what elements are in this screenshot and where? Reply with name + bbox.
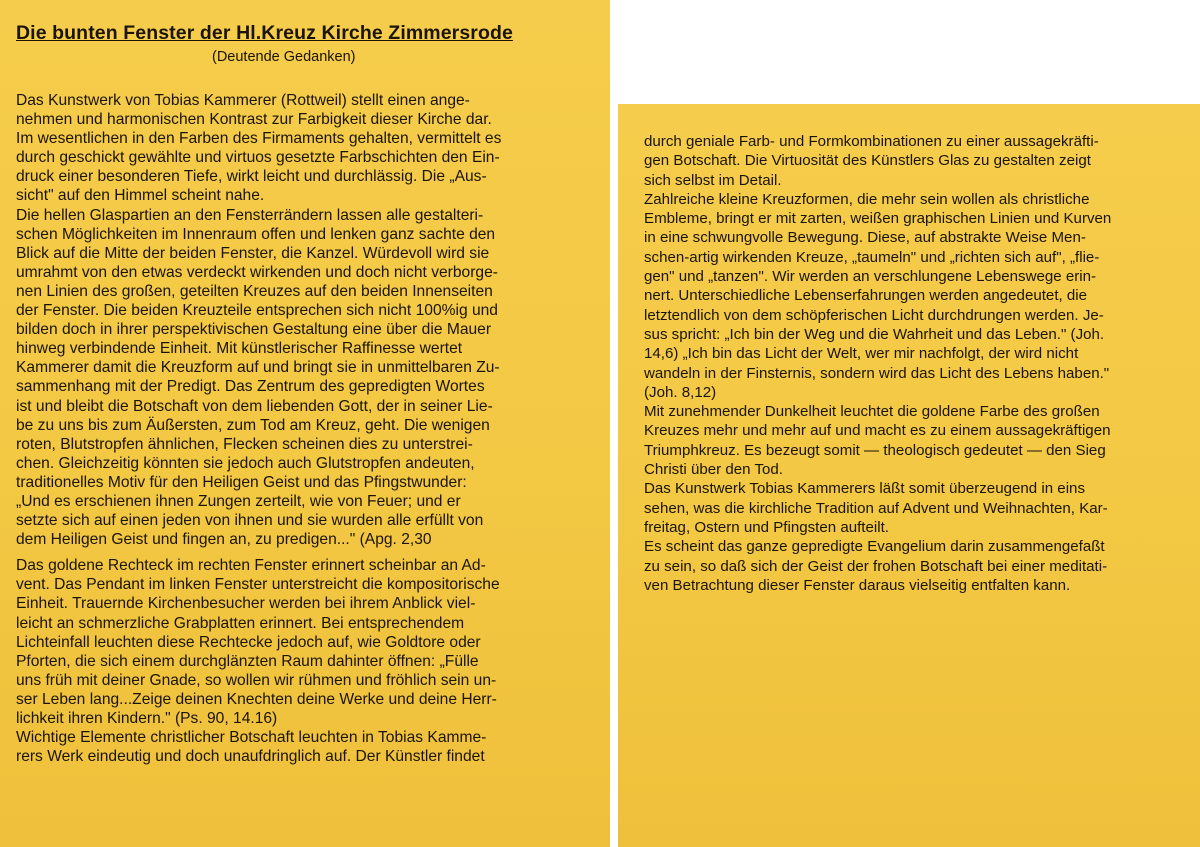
text-line: Embleme, bringt er mit zarten, weißen graphischen Linien und Kurven: [644, 210, 1112, 228]
text-line: sus spricht: „Ich bin der Weg und die Wahrheit und das Leben." (Joh.: [644, 325, 1105, 343]
text-line: leicht an schmerzliche Grabplatten erinnert. Bei entsprechendem: [16, 614, 465, 632]
text-line: sammenhang mit der Predigt. Das Zentrum des gepredigten Wortes: [16, 378, 485, 396]
text-line: Lichteinfall leuchten diese Rechtecke jedoch auf, wie Goldtore oder: [16, 633, 481, 651]
text-line: ven Betrachtung dieser Fenster daraus vielseitig entfalten kann.: [644, 576, 1071, 594]
text-line: 14,6) „Ich bin das Licht der Welt, wer mir nachfolgt, der wird nicht: [644, 345, 1079, 363]
text-line: gen Botschaft. Die Virtuosität des Künstlers Glas zu gestalten zeigt: [644, 152, 1091, 170]
text-line: sicht" auf den Himmel scheint nahe.: [16, 187, 265, 205]
text-line: nert. Unterschiedliche Lebenserfahrungen werden angedeutet, die: [644, 287, 1088, 305]
text-line: Kammerer damit die Kreuzform auf und bringt sie in unmittelbaren Zu-: [16, 359, 500, 377]
right-page: [618, 104, 1200, 847]
page-subtitle: (Deutende Gedanken): [212, 49, 356, 65]
text-line: Triumphkreuz. Es bezeugt somit — theologisch gedeutet — den Sieg: [644, 441, 1106, 459]
text-line: zu sein, so daß sich der Geist der frohen Botschaft bei einer meditati-: [644, 557, 1108, 575]
text-line: Kreuzes mehr und mehr auf und macht es zu einem aussagekräftigen: [644, 422, 1111, 440]
paragraph-gap: [16, 549, 594, 556]
text-line: be zu uns bis zum Äußersten, zum Tod am Kreuz, geht. Die wenigen: [16, 416, 490, 434]
text-line: nen Linien des großen, geteilten Kreuzes auf den beiden Innenseiten: [16, 282, 493, 300]
text-line: bilden doch in ihrer perspektivischen Gestaltung eine über die Mauer: [16, 321, 492, 339]
text-line: (Joh. 8,12): [644, 383, 717, 401]
text-line: traditionelles Motiv für den Heiligen Geist und das Pfingstwunder:: [16, 473, 467, 491]
text-line: der Fenster. Die beiden Kreuzteile entsprechen sich nicht 100%ig und: [16, 302, 498, 320]
text-line: druck einer besonderen Tiefe, wirkt leicht und durchlässig. Die „Aus-: [16, 168, 487, 186]
text-line: Einheit. Trauernde Kirchenbesucher werden bei ihrem Anblick viel-: [16, 595, 476, 613]
text-line: hinweg verbindende Einheit. Mit künstlerischer Raffinesse wertet: [16, 340, 463, 358]
text-line: in eine schwungvolle Bewegung. Diese, auf abstrakte Weise Men-: [644, 229, 1086, 247]
text-line: durch geschickt gewählte und virtuos gesetzte Farbschichten den Ein-: [16, 149, 500, 167]
text-line: setzte sich auf einen jeden von ihnen und sie wurden alle erfüllt von: [16, 512, 484, 530]
text-line: „Und es erschienen ihnen Zungen zerteilt, wie von Feuer; und er: [16, 492, 461, 510]
text-line: lichkeit ihren Kindern." (Ps. 90, 14.16): [16, 710, 278, 727]
text-line: sehen, was die kirchliche Tradition auf Advent und Weihnachten, Kar-: [644, 499, 1108, 517]
text-line: sich selbst im Detail.: [644, 171, 782, 189]
text-line: Mit zunehmender Dunkelheit leuchtet die goldene Farbe des großen: [644, 403, 1100, 421]
text-line: Zahlreiche kleine Kreuzformen, die mehr sein wollen als christliche: [644, 190, 1090, 208]
text-line: nehmen und harmonischen Kontrast zur Farbigkeit dieser Kirche dar.: [16, 111, 492, 129]
text-line: durch geniale Farb- und Formkombinationen zu einer aussagekräfti-: [644, 133, 1099, 150]
text-line: letztendlich von dem schöpferischen Licht durchdrungen werden. Je-: [644, 306, 1104, 324]
text-line: Das Kunstwerk Tobias Kammerers läßt somit überzeugend in eins: [644, 480, 1085, 498]
text-line: Es scheint das ganze gepredigte Evangelium darin zusammengefaßt: [644, 538, 1105, 556]
text-line: umrahmt von den etwas verdeckt wirkenden und doch nicht verborge-: [16, 263, 498, 281]
text-line: dem Heiligen Geist und fingen an, zu predigen..." (Apg. 2,30: [16, 531, 432, 549]
text-line: chen. Gleichzeitig könnten sie jedoch auch Glutstropfen andeuten,: [16, 454, 475, 472]
left-body-text: [16, 91, 594, 766]
text-line: uns früh mit deiner Gnade, so wollen wir rühmen und fröhlich sein un-: [16, 671, 497, 689]
text-line: gen" und „tanzen". Wir werden an verschlungene Lebenswege erin-: [644, 268, 1097, 286]
text-line: Blick auf die Mitte der beiden Fenster, die Kanzel. Würdevoll wird sie: [16, 244, 490, 262]
text-line: Im wesentlichen in den Farben des Firmaments gehalten, vermittelt es: [16, 130, 502, 148]
text-line: ser Leben lang...Zeige deinen Knechten deine Werke und deine Herr-: [16, 690, 497, 708]
text-line: rers Werk eindeutig und doch unaufdringlich auf. Der Künstler findet: [16, 748, 485, 766]
text-line: freitag, Ostern und Pfingsten aufteilt.: [644, 518, 889, 536]
text-line: roten, Blutstropfen ähnlichen, Flecken scheinen dies zu unterstrei-: [16, 435, 473, 453]
page-title: Die bunten Fenster der Hl.Kreuz Kirche Zimmersrode: [16, 22, 513, 44]
text-line: wandeln in der Finsternis, sondern wird das Licht des Lebens haben.": [644, 364, 1110, 382]
text-line: schen-artig wirkenden Kreuze, „taumeln" und „richten sich auf", „flie-: [644, 248, 1100, 266]
text-line: Pforten, die sich einem durchglänzten Raum dahinter öffnen: „Fülle: [16, 652, 479, 670]
text-line: Das goldene Rechteck im rechten Fenster erinnert scheinbar an Ad-: [16, 557, 486, 575]
text-line: Christi über den Tod.: [644, 461, 783, 479]
text-line: ist und bleibt die Botschaft von dem liebenden Gott, der in seiner Lie-: [16, 397, 493, 415]
right-body-text: [644, 132, 1186, 595]
text-line: Die hellen Glaspartien an den Fensterrändern lassen alle gestalteri-: [16, 206, 484, 224]
text-line: Wichtige Elemente christlicher Botschaft leuchten in Tobias Kamme-: [16, 729, 487, 747]
text-line: schen Möglichkeiten im Innenraum offen und lenken ganz sachte den: [16, 225, 496, 243]
text-line: Das Kunstwerk von Tobias Kammerer (Rottweil) stellt einen ange-: [16, 92, 470, 109]
text-line: vent. Das Pendant im linken Fenster unterstreicht die kompositorische: [16, 576, 500, 594]
